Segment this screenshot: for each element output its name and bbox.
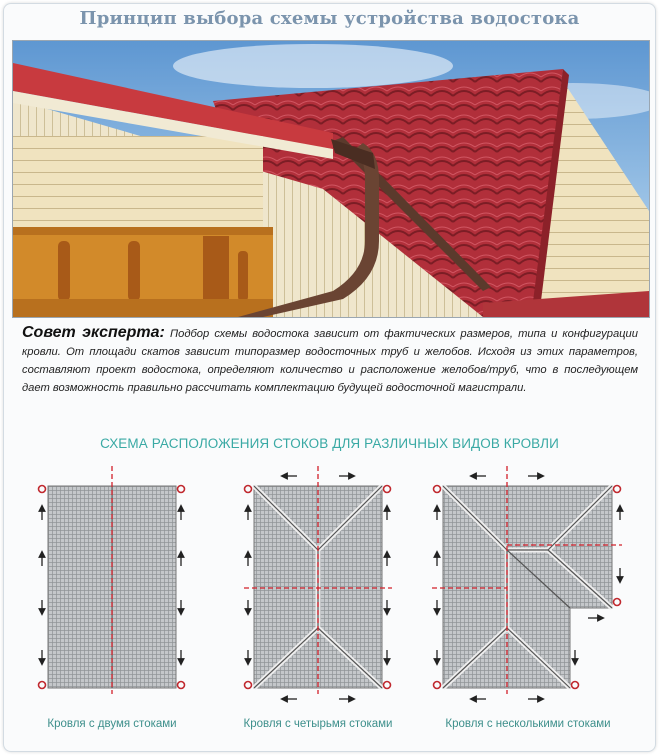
roof-photo xyxy=(12,40,650,318)
scheme-two-drains xyxy=(39,466,185,694)
caption-several-drains: Кровля с несколькими стоками xyxy=(445,718,611,730)
scheme-four-drains xyxy=(244,466,392,699)
expert-advice xyxy=(22,324,638,397)
schemes-title: СХЕМА РАСПОЛОЖЕНИЯ СТОКОВ ДЛЯ РАЗЛИЧНЫХ ВИДОВ КРОВЛИ xyxy=(100,436,559,451)
advice-text: Подбор схемы водостока зависит от фактических размеров, типа и конфигурации кровли. От площади скатов зависит типоразмер водосточных труб и желобов. Исходя из этих параметров, составляют проект водостока, определяют количество и расположение желобов/труб, что в последующем дает возможность правильно рассчитать комплектацию будущей водосточной магистрали. xyxy=(22,328,639,394)
scheme-several-drains xyxy=(432,466,622,699)
advice-lead: Совет эксперта: xyxy=(22,324,165,341)
caption-four-drains: Кровля с четырьмя стоками xyxy=(243,718,393,730)
page-title: Принцип выбора схемы устройства водостока xyxy=(79,8,580,29)
caption-two-drains: Кровля с двумя стоками xyxy=(47,718,177,730)
roof-schemes xyxy=(0,458,659,723)
